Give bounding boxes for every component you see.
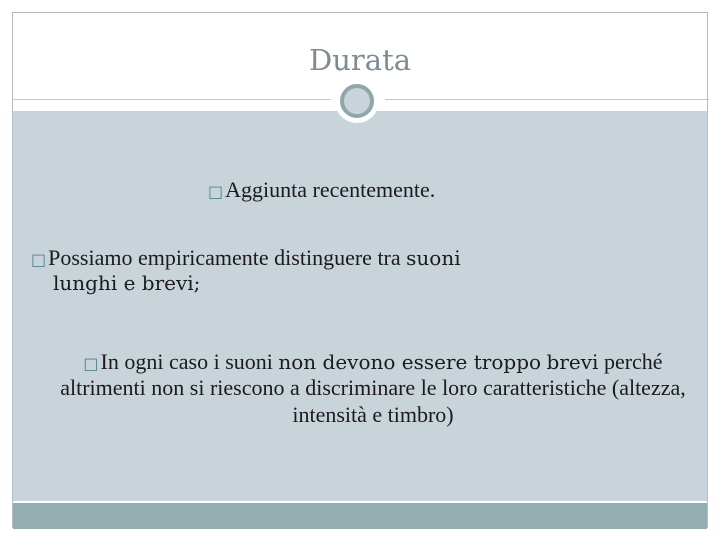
circle-ornament-icon <box>335 79 379 123</box>
paragraph-1-text: Aggiunta recentemente. <box>225 177 436 202</box>
bullet-paragraph-2 <box>31 245 681 295</box>
paragraph-2-emphasis-1: suoni <box>406 246 461 270</box>
slide-title: Durata <box>308 43 412 77</box>
bullet-icon: □ <box>83 354 99 373</box>
bullet-icon: □ <box>31 250 47 269</box>
paragraph-3-text-2: perché altrimenti non si riescono a discriminare le loro caratteristiche (altezza, intensità e timbro) <box>60 349 686 427</box>
content-area <box>13 111 707 501</box>
slide <box>12 12 708 528</box>
paragraph-3-emphasis-2: brevi <box>546 350 599 374</box>
paragraph-2-emphasis-2: lunghi e brevi; <box>53 271 201 296</box>
paragraph-3-text: In ogni caso i suoni <box>100 349 279 374</box>
bullet-paragraph-3 <box>53 349 693 428</box>
footer-bar <box>13 503 707 529</box>
bullet-icon: □ <box>208 182 224 201</box>
title-rule-left <box>13 99 331 100</box>
bullet-paragraph-1 <box>208 177 435 203</box>
paragraph-3-emphasis-1: non devono essere troppo <box>278 350 542 374</box>
title-rule-right <box>385 99 709 100</box>
paragraph-2-text: Possiamo empiricamente distinguere tra <box>48 245 407 270</box>
